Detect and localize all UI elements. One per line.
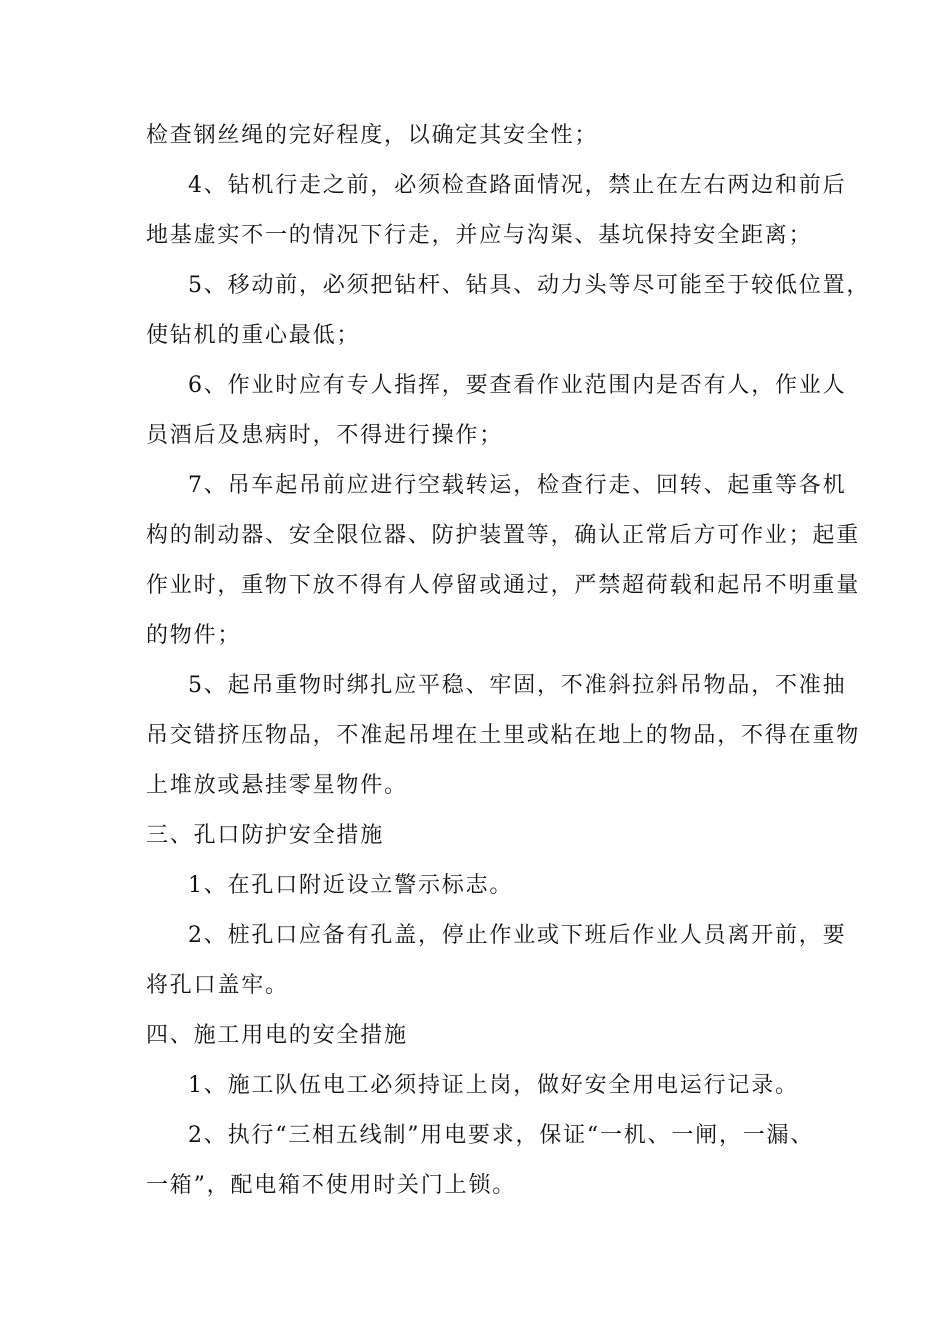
text-line: 4、钻机行走之前，必须检查路面情况，禁止在左右两边和前后 (188, 173, 847, 198)
text-line: 检查钢丝绳的完好程度，以确定其安全性； (146, 123, 599, 148)
text-line: 将孔口盖牢。 (146, 973, 289, 998)
text-line: 的物件； (146, 623, 242, 648)
text-line: 使钻机的重心最低； (146, 323, 361, 348)
text-line: 吊交错挤压物品，不准起吊埋在土里或粘在地上的物品，不得在重物 (146, 723, 861, 748)
text-line: 5、起吊重物时绑扎应平稳、牢固，不准斜拉斜吊物品，不准抽 (188, 673, 847, 698)
text-line: 1、施工队伍电工必须持证上岗，做好安全用电运行记录。 (188, 1073, 799, 1098)
text-line: 作业时，重物下放不得有人停留或通过，严禁超荷载和起吊不明重量 (146, 573, 861, 598)
text-line: 7、吊车起吊前应进行空载转运，检查行走、回转、起重等各机 (188, 473, 847, 498)
text-line: 构的制动器、安全限位器、防护装置等，确认正常后方可作业；起重 (146, 523, 861, 548)
text-line: 2、执行“三相五线制”用电要求，保证“一机、一闸，一漏、 (188, 1123, 815, 1148)
section-heading: 四、施工用电的安全措施 (146, 1023, 408, 1048)
text-line: 1、在孔口附近设立警示标志。 (188, 873, 514, 898)
text-line: 5、移动前，必须把钻杆、钻具、动力头等尽可能至于较低位置， (188, 273, 871, 298)
text-line: 员酒后及患病时，不得进行操作； (146, 423, 504, 448)
text-line: 6、作业时应有专人指挥，要查看作业范围内是否有人，作业人 (188, 373, 847, 398)
text-line: 地基虚实不一的情况下行走，并应与沟渠、基坑保持安全距离； (146, 223, 813, 248)
text-line: 2、桩孔口应备有孔盖，停止作业或下班后作业人员离开前，要 (188, 923, 847, 948)
text-line: 一箱”，配电箱不使用时关门上锁。 (146, 1173, 517, 1198)
text-line: 上堆放或悬挂零星物件。 (146, 773, 408, 798)
section-heading: 三、孔口防护安全措施 (146, 823, 385, 848)
